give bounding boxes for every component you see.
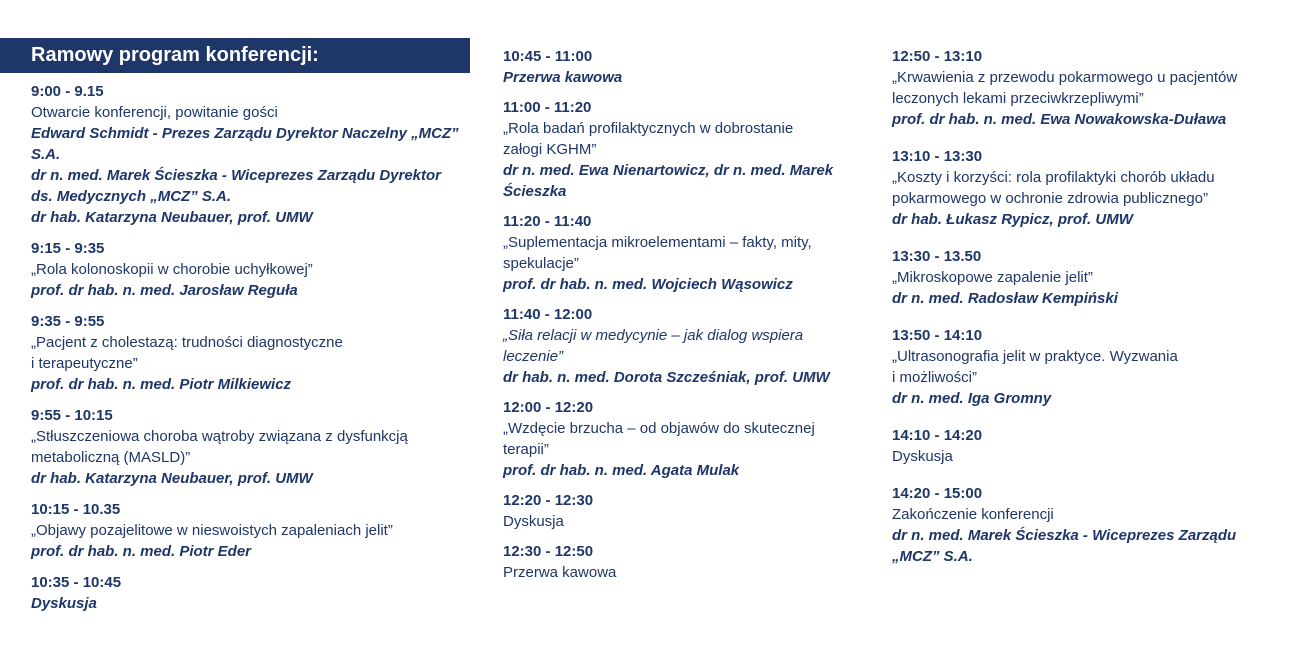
session-speaker: Dyskusja	[31, 595, 97, 612]
session-title: „Wzdęcie brzucha – od objawów do skutecznej terapii”	[503, 420, 815, 458]
session-title: „Siła relacji w medycynie – jak dialog wspiera leczenie”	[503, 327, 804, 365]
session-speaker: dr hab. Katarzyna Neubauer, prof. UMW	[31, 470, 313, 487]
session-time: 10:45 - 11:00	[503, 48, 593, 65]
session-item	[892, 246, 1292, 309]
session-time: 10:15 - 10.35	[31, 501, 121, 518]
session-title: Dyskusja	[892, 448, 953, 465]
session-item	[503, 490, 853, 532]
session-title: „Rola kolonoskopii w chorobie uchyłkowej”	[31, 261, 313, 278]
session-speaker: prof. dr hab. n. med. Ewa Nowakowska-Duława	[892, 111, 1227, 128]
session-time: 12:20 - 12:30	[503, 492, 594, 509]
session-speaker: prof. dr hab. n. med. Piotr Milkiewicz	[31, 376, 292, 393]
session-time: 13:10 - 13:30	[892, 148, 983, 165]
session-item	[31, 572, 471, 614]
session-title: „Krwawienia z przewodu pokarmowego u pacjentów leczonych lekami przeciwkrzepliwymi”	[892, 69, 1238, 107]
session-item	[892, 325, 1292, 409]
session-time: 13:30 - 13.50	[892, 248, 982, 265]
session-time: 12:00 - 12:20	[503, 399, 594, 416]
session-time: 9:15 - 9:35	[31, 240, 105, 257]
program-column-2	[503, 46, 853, 592]
session-speaker: dr hab. n. med. Dorota Szcześniak, prof. UMW	[503, 369, 830, 386]
session-title: „Mikroskopowe zapalenie jelit”	[892, 269, 1093, 286]
session-item	[892, 483, 1292, 567]
session-speaker: dr hab. Łukasz Rypicz, prof. UMW	[892, 211, 1133, 228]
session-speaker: dr n. med. Iga Gromny	[892, 390, 1052, 407]
session-item	[503, 46, 853, 88]
session-time: 11:40 - 12:00	[503, 306, 593, 323]
session-speaker: prof. dr hab. n. med. Jarosław Reguła	[31, 282, 298, 299]
session-title: „Suplementacja mikroelementami – fakty, mity, spekulacje”	[503, 234, 812, 272]
session-item	[892, 146, 1292, 230]
session-title: „Stłuszczeniowa choroba wątroby związana z dysfunkcją metaboliczną (MASLD)”	[31, 428, 408, 466]
session-item	[503, 211, 853, 295]
session-title: „Rola badań profilaktycznych w dobrostanie załogi KGHM”	[503, 120, 794, 158]
session-speaker: dr n. med. Ewa Nienartowicz, dr n. med. Marek Ścieszka	[503, 162, 834, 200]
session-time: 9:35 - 9:55	[31, 313, 105, 330]
session-item	[31, 81, 471, 228]
session-title: Przerwa kawowa	[503, 564, 617, 581]
program-column-1	[31, 81, 471, 624]
session-title: „Objawy pozajelitowe w nieswoistych zapaleniach jelit”	[31, 522, 393, 539]
session-speaker: Przerwa kawowa	[503, 69, 623, 86]
session-time: 14:10 - 14:20	[892, 427, 983, 444]
session-item	[503, 397, 853, 481]
session-speaker: dr n. med. Marek Ścieszka - Wiceprezes Zarządu „MCZ” S.A.	[892, 527, 1237, 565]
session-item	[31, 499, 471, 562]
session-speaker: dr n. med. Radosław Kempiński	[892, 290, 1118, 307]
session-time: 14:20 - 15:00	[892, 485, 983, 502]
session-item	[31, 405, 471, 489]
program-column-3	[892, 46, 1292, 583]
session-time: 11:20 - 11:40	[503, 213, 592, 230]
session-time: 12:50 - 13:10	[892, 48, 983, 65]
session-speaker: prof. dr hab. n. med. Piotr Eder	[31, 543, 252, 560]
session-title: Zakończenie konferencji	[892, 506, 1054, 523]
session-item	[503, 304, 853, 388]
session-speaker: prof. dr hab. n. med. Wojciech Wąsowicz	[503, 276, 793, 293]
session-title: Dyskusja	[503, 513, 564, 530]
session-speaker: prof. dr hab. n. med. Agata Mulak	[503, 462, 740, 479]
session-time: 9:00 - 9.15	[31, 83, 104, 100]
session-title: „Ultrasonografia jelit w praktyce. Wyzwania i możliwości”	[892, 348, 1178, 386]
session-item	[503, 541, 853, 583]
session-time: 10:35 - 10:45	[31, 574, 122, 591]
session-item	[31, 311, 471, 395]
session-title: „Koszty i korzyści: rola profilaktyki chorób układu pokarmowego w ochronie zdrowia publicznego”	[892, 169, 1215, 207]
session-time: 13:50 - 14:10	[892, 327, 983, 344]
page-title: Ramowy program konferencji:	[0, 38, 470, 73]
session-time: 9:55 - 10:15	[31, 407, 113, 424]
session-item	[31, 238, 471, 301]
session-title: „Pacjent z cholestazą: trudności diagnostyczne i terapeutyczne”	[31, 334, 343, 372]
session-speaker: Edward Schmidt - Prezes Zarządu Dyrektor Naczelny „MCZ” S.A. dr n. med. Marek Ścieszka - Wiceprezes Zarządu Dyrektor ds. Medycznych „MCZ” S.A. dr hab. Katarzyna Neubauer, prof. UMW	[31, 125, 459, 226]
session-time: 12:30 - 12:50	[503, 543, 594, 560]
session-item	[892, 46, 1292, 130]
session-title: Otwarcie konferencji, powitanie gości	[31, 104, 278, 121]
session-time: 11:00 - 11:20	[503, 99, 592, 116]
session-item	[503, 97, 853, 202]
session-item	[892, 425, 1292, 467]
